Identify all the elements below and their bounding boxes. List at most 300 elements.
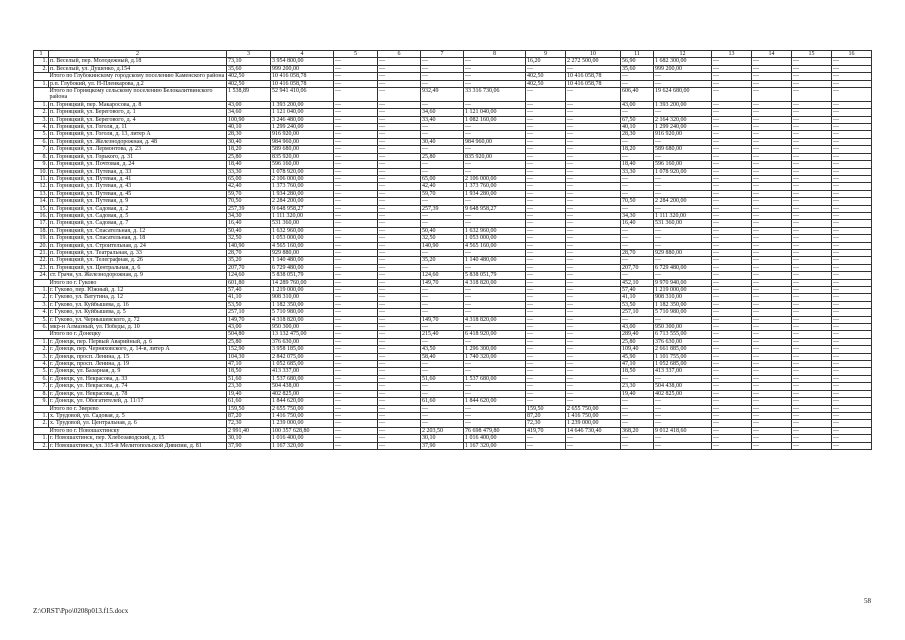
cell-value: — <box>421 405 464 412</box>
cell-value: — <box>378 80 421 87</box>
cell-value: — <box>526 375 566 382</box>
cell-value: — <box>334 331 378 338</box>
cell-value: 5 838 051,79 <box>271 272 334 279</box>
table-row <box>34 109 872 116</box>
cell-value: — <box>792 235 832 242</box>
cell-value: 1 053 000,00 <box>271 235 334 242</box>
cell-value: 41,10 <box>227 294 271 301</box>
cell-value: — <box>654 442 712 449</box>
cell-value: — <box>378 353 421 360</box>
table-row <box>34 294 872 301</box>
row-index: 8. <box>34 153 49 160</box>
cell-value: 2 164 320,00 <box>654 116 712 123</box>
cell-value: — <box>621 175 654 182</box>
cell-value: 1 111 320,00 <box>654 212 712 219</box>
cell-value: — <box>752 138 792 145</box>
row-index <box>34 279 49 286</box>
table-row <box>34 324 872 331</box>
cell-value: 289,40 <box>621 331 654 338</box>
cell-value: 52 941 410,06 <box>271 88 334 102</box>
row-index: 24. <box>34 272 49 279</box>
cell-value: — <box>654 153 712 160</box>
cell-value: — <box>334 227 378 234</box>
cell-value: 109,40 <box>621 346 654 353</box>
cell-value: — <box>832 279 872 286</box>
cell-value: — <box>792 375 832 382</box>
cell-value: — <box>334 338 378 345</box>
cell-value: — <box>378 442 421 449</box>
cell-value: 140,90 <box>421 242 464 249</box>
table-row <box>34 116 872 123</box>
cell-value: — <box>752 58 792 65</box>
cell-value: 1 299 240,00 <box>271 124 334 131</box>
cell-value: — <box>752 435 792 442</box>
row-address: п. Горняцкий, пер. Макаросова, д. 8 <box>49 101 227 108</box>
cell-value: — <box>712 101 752 108</box>
row-address: п. Веселый, пер. Молодежный, д.18 <box>49 58 227 65</box>
cell-value: 53,50 <box>227 301 271 308</box>
cell-value: — <box>654 435 712 442</box>
cell-value: — <box>378 301 421 308</box>
cell-value: 10 416 058,78 <box>271 73 334 80</box>
row-address: мкр-н Алмазный, ул. Победы, д. 10 <box>49 324 227 331</box>
cell-value: — <box>334 131 378 138</box>
cell-value: — <box>792 227 832 234</box>
cell-value: 34,60 <box>227 109 271 116</box>
cell-value: — <box>334 346 378 353</box>
cell-value: — <box>832 109 872 116</box>
cell-value: 6 729 480,00 <box>271 264 334 271</box>
cell-value: — <box>464 405 526 412</box>
row-index: 12. <box>34 183 49 190</box>
table-row <box>34 264 872 271</box>
row-address: п. Горняцкий, ул. Центральная, д. 6 <box>49 264 227 271</box>
cell-value: — <box>464 80 526 87</box>
row-address: п. Горняцкий, ул. Театральная, д. 33 <box>49 249 227 256</box>
cell-value: — <box>712 272 752 279</box>
cell-value: — <box>464 220 526 227</box>
row-index: 2. <box>34 109 49 116</box>
table-row <box>34 168 872 175</box>
cell-value: — <box>526 257 566 264</box>
cell-value: — <box>792 294 832 301</box>
cell-value: 504 438,00 <box>271 383 334 390</box>
row-index: 1. <box>34 80 49 87</box>
cell-value: 402,50 <box>526 80 566 87</box>
table-row <box>34 375 872 382</box>
cell-value: — <box>832 390 872 397</box>
row-address: х. Трудовой, ул. Центральная, д. 6 <box>49 420 227 427</box>
cell-value: — <box>334 235 378 242</box>
cell-value: — <box>421 249 464 256</box>
cell-value: 452,10 <box>621 279 654 286</box>
cell-value: — <box>334 368 378 375</box>
cell-value: 43,00 <box>227 324 271 331</box>
cell-value: — <box>421 264 464 271</box>
column-number: 13 <box>712 51 752 58</box>
cell-value: — <box>378 279 421 286</box>
cell-value: — <box>566 175 621 182</box>
cell-value: — <box>752 205 792 212</box>
cell-value: — <box>712 383 752 390</box>
row-index: 14. <box>34 198 49 205</box>
row-address: г. Донецк, ул. Обогатителей, д. 11/17 <box>49 398 227 405</box>
cell-value: — <box>752 383 792 390</box>
cell-value: 2 203,50 <box>421 427 464 434</box>
cell-value: — <box>752 324 792 331</box>
cell-value: — <box>832 264 872 271</box>
row-address: Итого по Глубокинскому городскому поселению Каменского района <box>49 73 227 80</box>
cell-value: — <box>334 124 378 131</box>
cell-value: 1 052 685,00 <box>271 361 334 368</box>
cell-value: — <box>421 301 464 308</box>
cell-value: — <box>712 73 752 80</box>
cell-value: — <box>712 124 752 131</box>
row-address: Итого по г. Новошахтинску <box>49 427 227 434</box>
cell-value: — <box>378 309 421 316</box>
cell-value: 504 438,00 <box>654 383 712 390</box>
row-index: 13. <box>34 190 49 197</box>
cell-value: — <box>566 398 621 405</box>
cell-value: 43,00 <box>227 101 271 108</box>
cell-value: 16,20 <box>526 58 566 65</box>
row-index: 6. <box>34 138 49 145</box>
cell-value: — <box>792 220 832 227</box>
row-index <box>34 73 49 80</box>
cell-value: — <box>621 435 654 442</box>
cell-value: 28,70 <box>227 249 271 256</box>
cell-value: — <box>421 80 464 87</box>
cell-value: — <box>712 183 752 190</box>
cell-value: — <box>712 353 752 360</box>
cell-value: — <box>566 361 621 368</box>
cell-value: — <box>792 65 832 72</box>
cell-value: 10 416 058,78 <box>271 80 334 87</box>
cell-value: — <box>566 316 621 323</box>
cell-value: — <box>832 58 872 65</box>
cell-value: 4 318 820,00 <box>271 316 334 323</box>
cell-value: 58,40 <box>421 353 464 360</box>
cell-value: 908 310,00 <box>271 294 334 301</box>
cell-value: — <box>334 287 378 294</box>
cell-value: — <box>832 420 872 427</box>
cell-value: — <box>792 80 832 87</box>
column-number: 3 <box>227 51 271 58</box>
cell-value: 50,40 <box>421 227 464 234</box>
cell-value: 1 082 160,00 <box>464 116 526 123</box>
cell-value: — <box>832 294 872 301</box>
cell-value: — <box>566 294 621 301</box>
cell-value: 70,50 <box>621 198 654 205</box>
cell-value: — <box>712 198 752 205</box>
cell-value: — <box>526 88 566 102</box>
cell-value: — <box>526 324 566 331</box>
cell-value: 140,90 <box>227 242 271 249</box>
cell-value: 33,40 <box>421 116 464 123</box>
cell-value: — <box>526 346 566 353</box>
cell-value: 23,30 <box>621 383 654 390</box>
cell-value: — <box>752 442 792 449</box>
cell-value: — <box>526 190 566 197</box>
cell-value: — <box>752 116 792 123</box>
cell-value: — <box>832 175 872 182</box>
cell-value: — <box>712 249 752 256</box>
cell-value: 32,50 <box>227 235 271 242</box>
cell-value: — <box>566 249 621 256</box>
cell-value: — <box>334 65 378 72</box>
cell-value: — <box>334 153 378 160</box>
table-row <box>34 138 872 145</box>
cell-value: — <box>832 88 872 102</box>
cell-value: 402,50 <box>526 73 566 80</box>
cell-value: — <box>712 109 752 116</box>
cell-value: 35,20 <box>227 257 271 264</box>
cell-value: — <box>378 346 421 353</box>
cell-value: — <box>832 353 872 360</box>
cell-value: — <box>464 212 526 219</box>
cell-value: — <box>334 272 378 279</box>
cell-value: 1 632 960,00 <box>271 227 334 234</box>
cell-value: 601,80 <box>227 279 271 286</box>
cell-value: — <box>712 235 752 242</box>
cell-value: 5 710 980,00 <box>271 309 334 316</box>
cell-value: 76 698 479,80 <box>464 427 526 434</box>
cell-value: — <box>378 242 421 249</box>
cell-value: — <box>792 249 832 256</box>
cell-value: — <box>464 198 526 205</box>
cell-value: — <box>464 361 526 368</box>
table-row <box>34 353 872 360</box>
row-index: 6. <box>34 375 49 382</box>
row-index: 19. <box>34 235 49 242</box>
row-index: 2. <box>34 346 49 353</box>
cell-value: — <box>832 153 872 160</box>
row-index: 1. <box>34 101 49 108</box>
cell-value: — <box>752 427 792 434</box>
table-row <box>34 257 872 264</box>
cell-value: 35,60 <box>227 65 271 72</box>
column-number-row <box>34 51 872 58</box>
cell-value: — <box>526 146 566 153</box>
cell-value: 1 934 280,00 <box>464 190 526 197</box>
row-index <box>34 427 49 434</box>
cell-value: 25,80 <box>421 153 464 160</box>
row-address: п. Горняцкий, ул. Телеграфная, д. 26 <box>49 257 227 264</box>
file-path: Z:\ORST\Ppo\0208p013.f15.docx <box>33 607 129 615</box>
cell-value: — <box>334 168 378 175</box>
cell-value: — <box>752 301 792 308</box>
cell-value: — <box>621 227 654 234</box>
cell-value: — <box>378 390 421 397</box>
cell-value: — <box>752 101 792 108</box>
cell-value: — <box>832 442 872 449</box>
cell-value: — <box>792 338 832 345</box>
table-row <box>34 316 872 323</box>
column-number: 7 <box>421 51 464 58</box>
cell-value: 215,40 <box>421 331 464 338</box>
cell-value: 1 537 680,00 <box>464 375 526 382</box>
cell-value: — <box>792 257 832 264</box>
cell-value: — <box>654 272 712 279</box>
table-row <box>34 227 872 234</box>
cell-value: 34,30 <box>227 212 271 219</box>
cell-value: — <box>832 205 872 212</box>
cell-value: — <box>832 287 872 294</box>
cell-value: — <box>752 287 792 294</box>
cell-value: 368,20 <box>621 427 654 434</box>
row-index: 3. <box>34 353 49 360</box>
cell-value: 2 284 200,00 <box>654 198 712 205</box>
row-address: г. Гуково, пер. Южный, д. 12 <box>49 287 227 294</box>
cell-value: 2 661 885,00 <box>654 346 712 353</box>
cell-value: 589 680,00 <box>654 146 712 153</box>
cell-value: — <box>712 65 752 72</box>
cell-value: — <box>792 212 832 219</box>
cell-value: 1 537 680,00 <box>271 375 334 382</box>
cell-value: — <box>464 101 526 108</box>
cell-value: — <box>464 390 526 397</box>
row-address: п. Горняцкий, ул. Спасательная, д. 12 <box>49 227 227 234</box>
cell-value: 1 393 200,00 <box>271 101 334 108</box>
cell-value: — <box>792 272 832 279</box>
cell-value: — <box>621 412 654 419</box>
cell-value: — <box>712 301 752 308</box>
cell-value: — <box>464 338 526 345</box>
cell-value: — <box>378 153 421 160</box>
cell-value: 4 318 820,00 <box>464 316 526 323</box>
cell-value: 72,30 <box>227 420 271 427</box>
cell-value: — <box>752 316 792 323</box>
cell-value: — <box>334 205 378 212</box>
subtotal-row <box>34 73 872 80</box>
cell-value: — <box>712 346 752 353</box>
row-address: г. Донецк, пер. Черняховского, д. 14-в, литер А <box>49 346 227 353</box>
cell-value: 9 648 958,27 <box>464 205 526 212</box>
cell-value: — <box>421 212 464 219</box>
cell-value: — <box>752 168 792 175</box>
cell-value: 1 167 320,00 <box>464 442 526 449</box>
cell-value: 51,60 <box>227 375 271 382</box>
cell-value: 1 182 350,00 <box>271 301 334 308</box>
cell-value: — <box>378 294 421 301</box>
row-address: г. Донецк, ул. Некрасова, д. 33 <box>49 375 227 382</box>
cell-value: — <box>378 235 421 242</box>
cell-value: — <box>712 138 752 145</box>
cell-value: — <box>378 124 421 131</box>
cell-value: — <box>334 435 378 442</box>
cell-value: 124,60 <box>227 272 271 279</box>
row-address: п. Горняцкий, ул. Берегового, д. 4 <box>49 116 227 123</box>
cell-value: — <box>752 88 792 102</box>
row-index: 5. <box>34 131 49 138</box>
cell-value: 51,60 <box>421 375 464 382</box>
cell-value: — <box>421 220 464 227</box>
cell-value: — <box>832 168 872 175</box>
row-address: г. Гуково, ул. Ватутина, д. 12 <box>49 294 227 301</box>
table-row <box>34 272 872 279</box>
cell-value: — <box>566 301 621 308</box>
row-index: 4. <box>34 309 49 316</box>
cell-value: — <box>526 309 566 316</box>
cell-value: — <box>378 375 421 382</box>
cell-value: — <box>526 168 566 175</box>
cell-value: — <box>566 242 621 249</box>
cell-value: — <box>832 257 872 264</box>
cell-value: — <box>654 235 712 242</box>
cell-value: — <box>566 287 621 294</box>
cell-value: — <box>792 109 832 116</box>
cell-value: — <box>566 264 621 271</box>
cell-value: — <box>378 338 421 345</box>
cell-value: — <box>566 257 621 264</box>
cell-value: 149,70 <box>421 316 464 323</box>
cell-value: — <box>526 301 566 308</box>
cell-value: — <box>712 287 752 294</box>
cell-value: 402 825,00 <box>271 390 334 397</box>
cell-value: — <box>378 131 421 138</box>
cell-value: — <box>712 309 752 316</box>
cell-value: — <box>334 88 378 102</box>
cell-value: — <box>752 309 792 316</box>
cell-value: 2 106 000,00 <box>271 175 334 182</box>
cell-value: — <box>832 138 872 145</box>
cell-value: — <box>752 405 792 412</box>
cell-value: 32,50 <box>421 235 464 242</box>
cell-value: — <box>832 131 872 138</box>
cell-value: — <box>526 109 566 116</box>
row-index: 7. <box>34 383 49 390</box>
row-address: г. Донецк, ул. Некрасова, д. 78 <box>49 390 227 397</box>
cell-value: — <box>464 420 526 427</box>
cell-value: — <box>621 138 654 145</box>
cell-value: — <box>712 190 752 197</box>
cell-value: — <box>421 294 464 301</box>
cell-value: — <box>792 405 832 412</box>
cell-value: — <box>464 324 526 331</box>
cell-value: — <box>792 73 832 80</box>
cell-value: — <box>712 220 752 227</box>
cell-value: — <box>526 235 566 242</box>
cell-value: — <box>378 220 421 227</box>
cell-value: — <box>526 338 566 345</box>
cell-value: — <box>792 383 832 390</box>
cell-value: — <box>526 161 566 168</box>
cell-value: — <box>752 235 792 242</box>
cell-value: — <box>334 309 378 316</box>
cell-value: — <box>334 220 378 227</box>
cell-value: — <box>334 249 378 256</box>
cell-value: — <box>334 412 378 419</box>
cell-value: — <box>752 73 792 80</box>
cell-value: 4 318 820,00 <box>464 279 526 286</box>
cell-value: — <box>334 405 378 412</box>
cell-value: — <box>378 249 421 256</box>
cell-value: — <box>421 124 464 131</box>
subtotal-row <box>34 331 872 338</box>
cell-value: 2 106 000,00 <box>464 175 526 182</box>
cell-value: — <box>654 73 712 80</box>
cell-value: — <box>421 73 464 80</box>
cell-value: 1 844 620,00 <box>464 398 526 405</box>
cell-value: — <box>464 309 526 316</box>
cell-value: 40,10 <box>227 124 271 131</box>
table-row <box>34 205 872 212</box>
subtotal-row <box>34 427 872 434</box>
cell-value: — <box>712 279 752 286</box>
cell-value: — <box>566 153 621 160</box>
cell-value: — <box>334 175 378 182</box>
cell-value: — <box>712 227 752 234</box>
